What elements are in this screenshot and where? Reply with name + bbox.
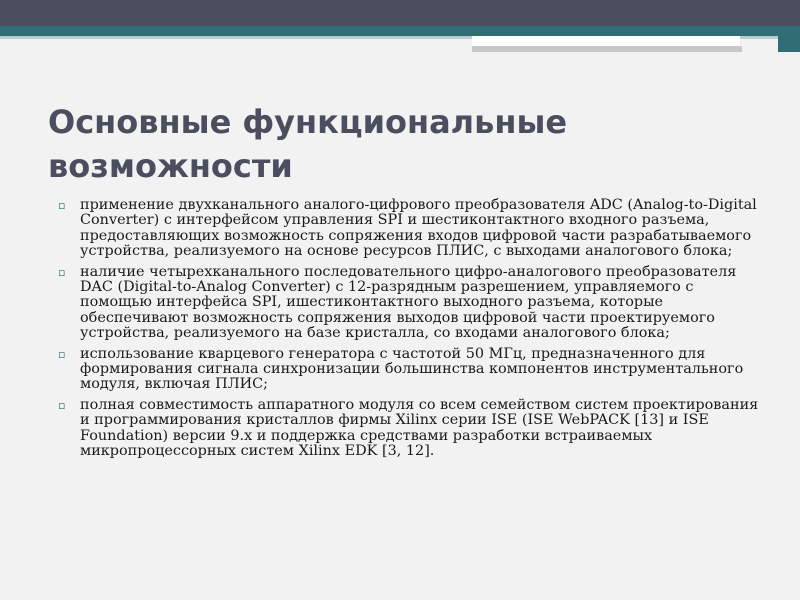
header-accent-strip	[0, 26, 800, 36]
bullet-text: применение двухканального аналого-цифрового преобразователя ADC (Analog-to-Digital Converter) с интерфейсом управления SPI и шестиконтактного входного разъема, предоставляющих возможность сопряжения входов цифровой части разрабатываемого устройства, реализуемого на основе ресурсов ПЛИС, с выходами аналогового блока;	[80, 197, 757, 260]
bullet-icon: ▫	[58, 199, 66, 212]
header-tab	[472, 36, 740, 46]
header-band	[0, 0, 800, 26]
bullet-item-compatibility	[58, 398, 764, 460]
slide-title: Основные функциональные возможности	[48, 103, 568, 185]
bullet-text: полная совместимость аппаратного модуля со всем семейством систем проектирования и программирования кристаллов фирмы Xilinx серии ISE (ISE WebPACK [13] и ISE Foundation) версии 9.x и поддержка средствами разработки встраиваемых микропроцессорных систем Xilinx EDK [3, 12].	[80, 396, 759, 460]
bullet-text: наличие четырехканального последовательного цифро-аналогового преобразователя DAC (Digital-to-Analog Converter) с 12-разрядным разрешением, управляемого с помощью интерфейса SPI, ишестиконтактного выходного разъема, которые обеспечивают возможность сопряжения выходов цифровой части проектируемого устройства, реализуемого на базе кристалла, со входами аналогового блока;	[80, 263, 737, 342]
header-corner-block	[778, 36, 800, 52]
bullet-item-dac	[58, 265, 764, 342]
bullet-list	[58, 198, 764, 465]
bullet-icon: ▫	[58, 265, 66, 279]
bullet-text: использование кварцевого генератора с частотой 50 МГц, предназначенного для формирования сигнала синхронизации большинства компонентов инструментального модуля, включая ПЛИС;	[80, 345, 744, 393]
bullet-icon: ▫	[58, 347, 66, 361]
header-tab-shadow	[472, 46, 742, 52]
bullet-item-adc	[58, 198, 764, 260]
bullet-icon: ▫	[58, 398, 66, 412]
bullet-item-oscillator	[58, 347, 764, 393]
